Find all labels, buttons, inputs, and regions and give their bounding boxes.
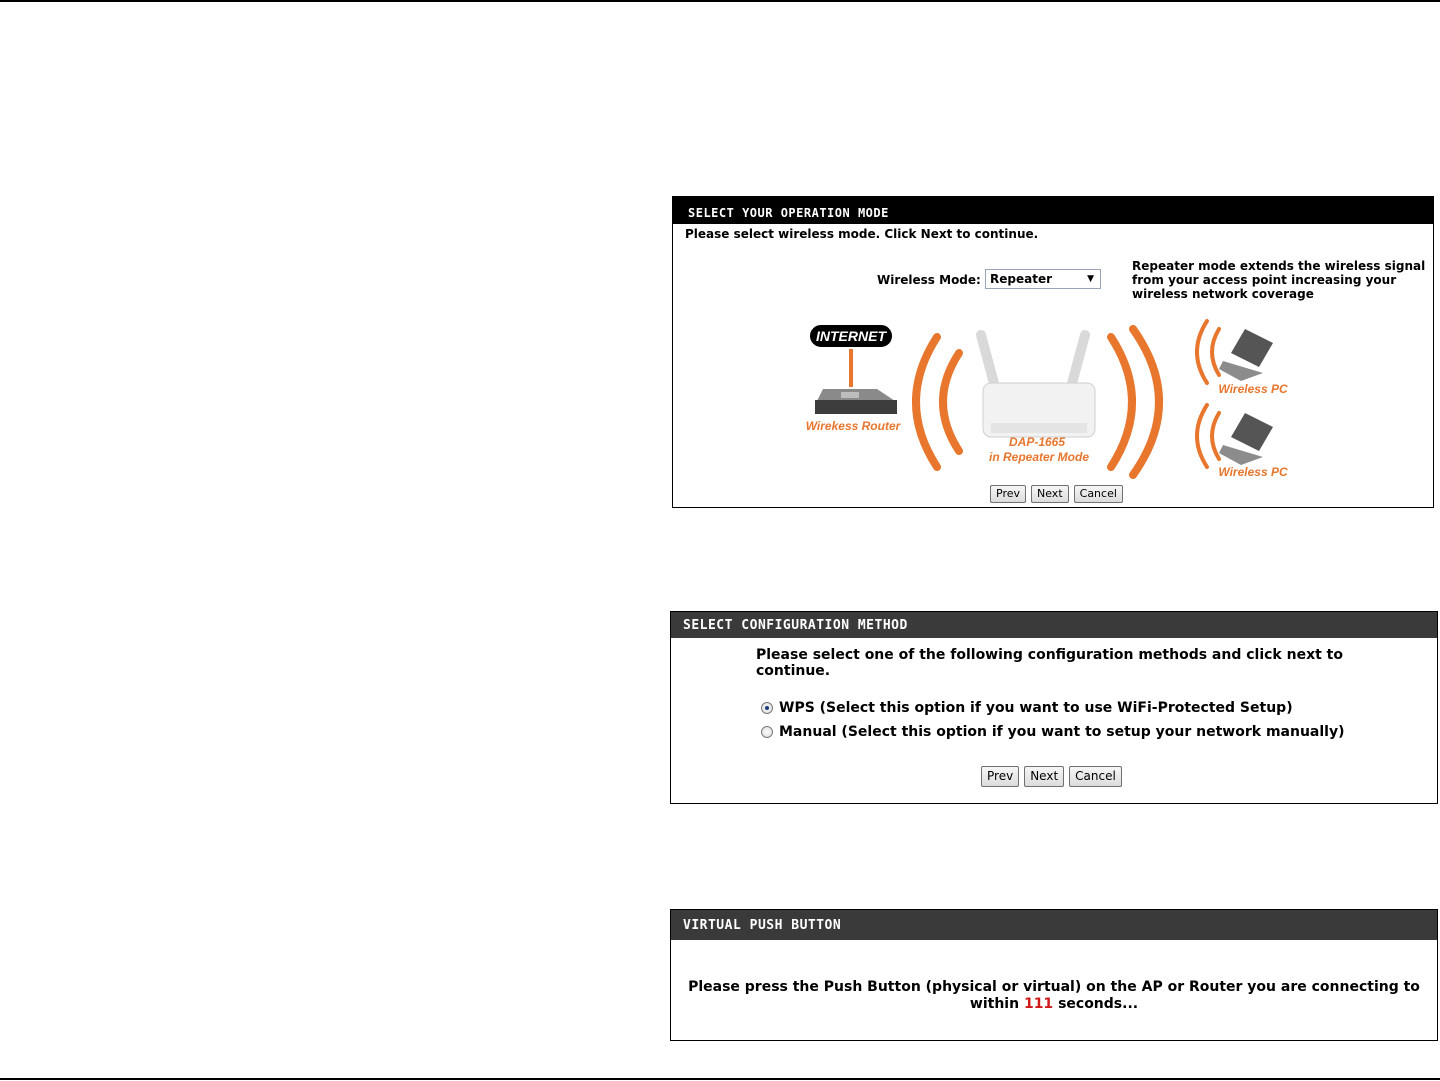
wireless-mode-value: Repeater — [990, 272, 1052, 286]
signal-right-icon — [1111, 329, 1159, 475]
message-prefix: within — [969, 996, 1020, 1012]
push-button-title: VIRTUAL PUSH BUTTON — [671, 910, 1437, 940]
internet-label: INTERNET — [816, 328, 886, 344]
push-button-message — [671, 979, 1437, 1013]
wps-option-label: WPS (Select this option if you want to use WiFi-Protected Setup) — [779, 700, 1293, 716]
next-button[interactable]: Next — [1031, 485, 1069, 503]
device-name-label: DAP-1665 — [1008, 435, 1066, 449]
internet-badge-icon — [809, 324, 893, 348]
manual-option-label: Manual (Select this option if you want to setup your network manually) — [779, 724, 1345, 740]
wireless-mode-label: Wireless Mode: — [877, 273, 981, 287]
cancel-button[interactable]: Cancel — [1074, 485, 1123, 503]
prev-button[interactable]: Prev — [981, 766, 1019, 787]
router-label: Wirekess Router — [805, 419, 901, 433]
push-button-message-line2 — [671, 996, 1437, 1013]
wps-option[interactable] — [761, 700, 1293, 716]
pc2-signal-icon — [1197, 405, 1219, 467]
pc1-signal-icon — [1197, 321, 1219, 383]
push-button-message-line1: Please press the Push Button (physical or virtual) on the AP or Router you are connecting to — [688, 979, 1420, 995]
manual-radio[interactable] — [761, 726, 773, 738]
manual-option[interactable] — [761, 724, 1344, 740]
operation-mode-panel — [672, 196, 1434, 508]
config-method-buttons — [981, 766, 1122, 787]
next-button[interactable]: Next — [1024, 766, 1064, 787]
prev-button[interactable]: Prev — [990, 485, 1026, 503]
pc2-laptop-icon — [1219, 413, 1273, 465]
device-mode-label: in Repeater Mode — [988, 450, 1090, 464]
config-method-intro: Please select one of the following configuration methods and click next to continue. — [756, 647, 1343, 679]
wps-radio[interactable] — [761, 702, 773, 714]
pc1-label: Wireless PC — [1218, 382, 1288, 396]
access-point-icon — [981, 335, 1095, 437]
operation-mode-buttons — [990, 485, 1123, 503]
top-rule — [0, 0, 1440, 2]
bottom-rule — [0, 1078, 1440, 1080]
pc1-laptop-icon — [1219, 329, 1273, 381]
countdown-value: 111 — [1023, 996, 1054, 1012]
message-suffix: seconds... — [1058, 996, 1139, 1012]
router-icon — [815, 389, 897, 414]
wireless-mode-description: Repeater mode extends the wireless signal from your access point increasing your wireless network coverage — [1132, 259, 1426, 301]
signal-left-icon — [916, 337, 959, 467]
config-method-panel — [670, 611, 1438, 804]
config-method-title: SELECT CONFIGURATION METHOD — [671, 612, 1437, 638]
pc2-label: Wireless PC — [1218, 465, 1288, 479]
push-button-panel — [670, 909, 1438, 1041]
operation-mode-intro: Please select wireless mode. Click Next to continue. — [685, 227, 1039, 241]
repeater-diagram — [673, 197, 1433, 507]
cancel-button[interactable]: Cancel — [1069, 766, 1122, 787]
dropdown-arrow-icon: ▼ — [1087, 274, 1094, 284]
operation-mode-title: SELECT YOUR OPERATION MODE — [673, 197, 1433, 224]
